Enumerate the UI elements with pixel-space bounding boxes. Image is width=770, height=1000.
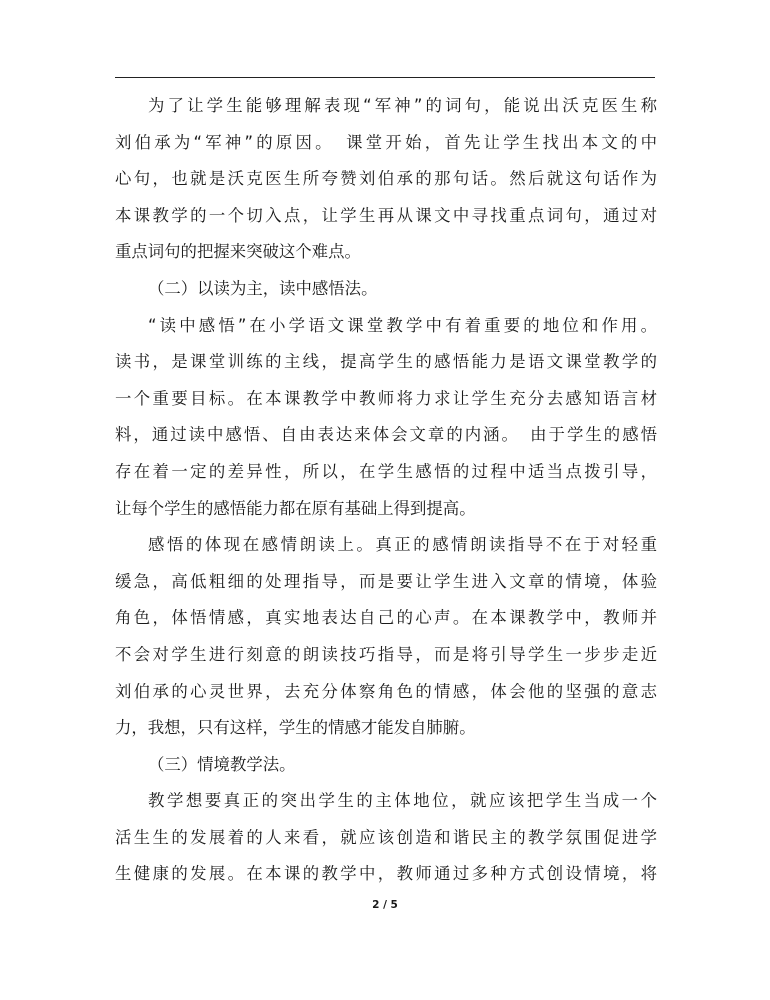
section-heading [115,747,657,784]
text-line: 活生生的发展着的人来看，就应该创造和谐民主的教学氛围促进学 [115,827,657,847]
text-line: 刘伯承的心灵世界，去充分体察角色的情感，体会他的坚强的意志 [115,681,657,701]
text-line: “读中感悟”在小学语文课堂教学中有着重要的地位和作用。 [148,315,657,335]
text-line: 一个重要目标。在本课教学中教师将力求让学生充分去感知语言材 [115,388,657,408]
text-line: （三）情境教学法。 [148,754,296,774]
text-line: 重点词句的把握来突破这个难点。 [115,242,361,262]
text-line: 让每个学生的感悟能力都在原有基础上得到提高。 [115,498,476,518]
text-line: 读书，是课堂训练的主线，提高学生的感悟能力是语文课堂教学的 [115,352,657,372]
text-line: 力，我想，只有这样，学生的情感才能发自肺腑。 [115,718,476,738]
body-text [115,88,657,893]
page-number: 2 / 5 [372,899,398,911]
header-rule [115,77,655,78]
text-line: 教学想要真正的突出学生的主体地位，就应该把学生当成一个 [148,791,657,811]
text-line: 不会对学生进行刻意的朗读技巧指导，而是将引导学生一步步走近 [115,644,657,664]
paragraph [115,308,657,528]
text-line: 料，通过读中感悟、自由表达来体会文章的内涵。 由于学生的感悟 [115,425,657,445]
text-line: 心句，也就是沃克医生所夸赞刘伯承的那句话。然后就这句话作为 [115,169,657,189]
paragraph [115,783,657,893]
text-line: 刘伯承为“军神”的原因。 课堂开始，首先让学生找出本文的中 [115,132,657,152]
text-line: 角色，体悟情感，真实地表达自己的心声。在本课教学中，教师并 [115,608,657,628]
section-heading [115,271,657,308]
paragraph [115,527,657,747]
text-line: 存在着一定的差异性，所以，在学生感悟的过程中适当点拨引导， [115,461,657,481]
text-line: 为了让学生能够理解表现“军神”的词句，能说出沃克医生称 [148,96,657,115]
text-line: 本课教学的一个切入点，让学生再从课文中寻找重点词句，通过对 [115,205,657,225]
text-line: 生健康的发展。在本课的教学中，教师通过多种方式创设情境，将 [115,864,657,884]
text-line: 缓急，高低粗细的处理指导，而是要让学生进入文章的情境，体验 [115,571,657,591]
text-line: 感悟的体现在感情朗读上。真正的感情朗读指导不在于对轻重 [148,535,657,555]
text-line: （二）以读为主，读中感悟法。 [148,278,378,298]
paragraph [115,88,657,271]
